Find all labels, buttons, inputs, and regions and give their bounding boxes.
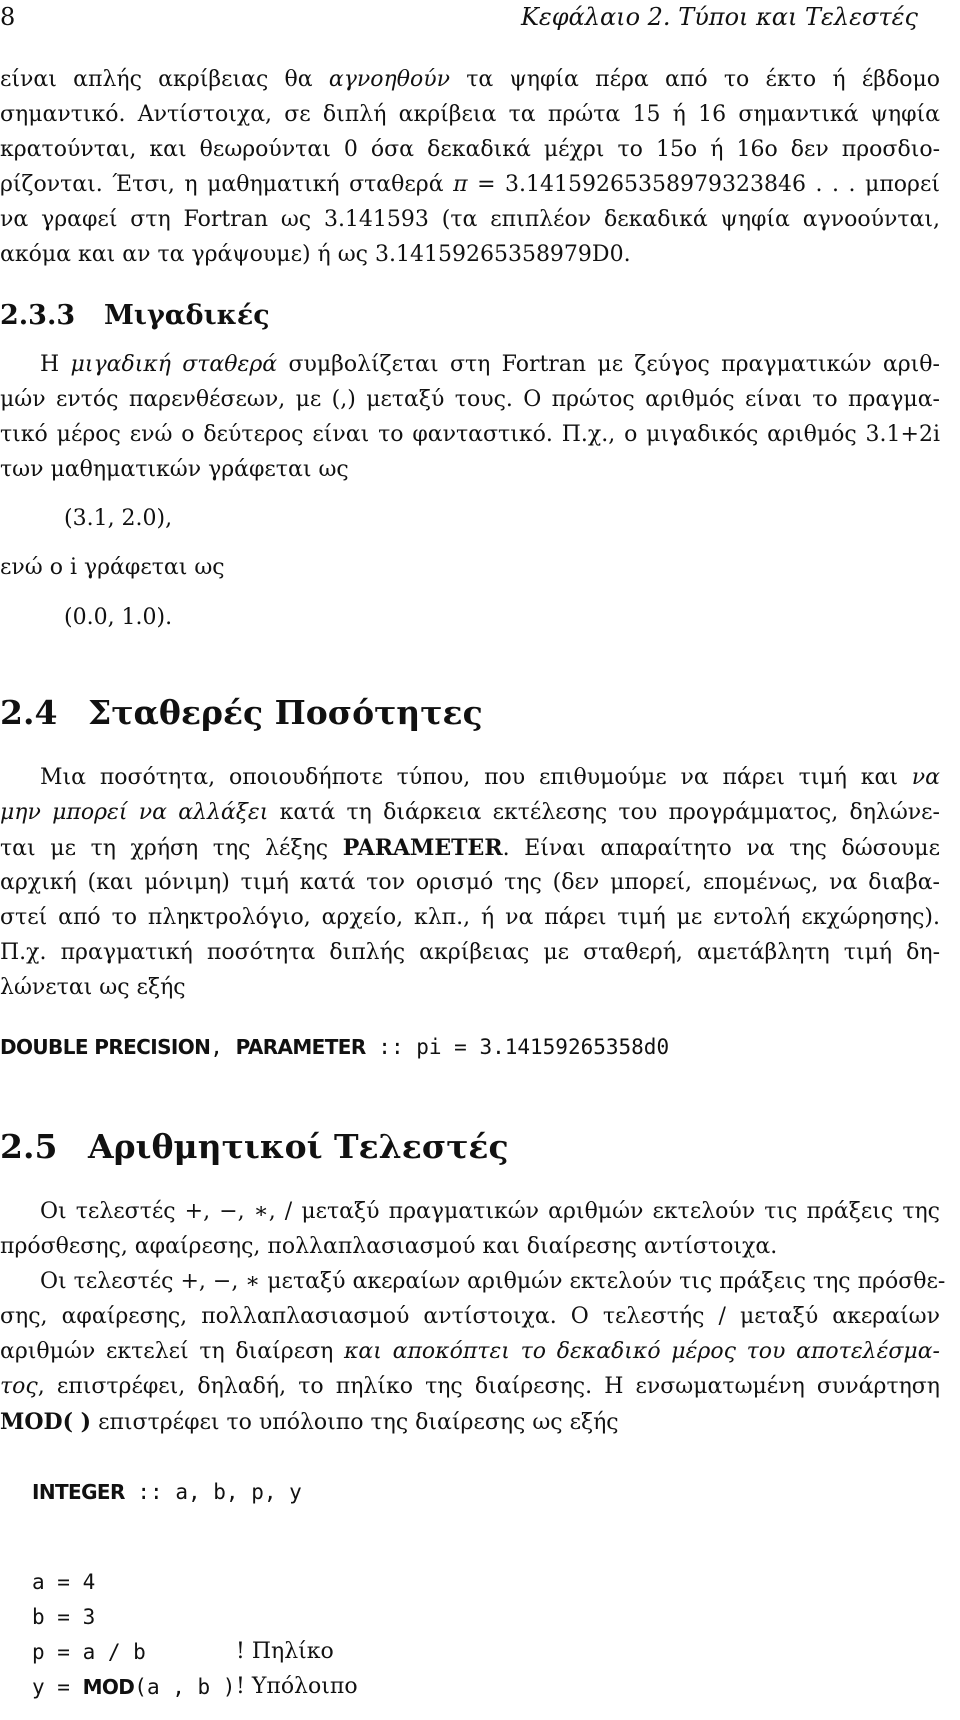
paragraph-line: MOD( ) επιστρέφει το υπόλοιπο της διαίρεσης ως εξής: [0, 1409, 619, 1435]
section-number: 2.4: [0, 693, 58, 732]
paragraph-line: Μια ποσότητα, οποιουδήποτε τύπου, που επιθυμούμε να πάρει τιμή και να: [40, 765, 940, 790]
code-line: b = 3: [32, 1605, 96, 1629]
paragraph-line: πρόσθεσης, αφαίρεσης, πολλαπλασιασμού και διαίρεσης αντίστοιχα.: [0, 1234, 778, 1259]
subsection-heading: [0, 300, 270, 331]
section-heading: [0, 693, 483, 732]
paragraph-line: κρατούνται, και θεωρούνται 0 όσα δεκαδικά μέχρι το 15ο ή 16ο δεν προσδιο-: [0, 137, 940, 162]
paragraph-line: τος, επιστρέφει, δηλαδή, το πηλίκο της διαίρεσης. Η ενσωματωμένη συνάρτηση: [0, 1374, 940, 1399]
display-equation: (0.0, 1.0).: [64, 605, 173, 630]
paragraph-line: αρχική (και μόνιμη) τιμή κατά τον ορισμό της (δεν μπορεί, επομένως, να διαβα-: [0, 870, 940, 895]
section-heading: [0, 1127, 509, 1166]
paragraph-line: μην μπορεί να αλλάξει κατά τη διάρκεια εκτέλεσης του προγράμματος, δηλώνε-: [0, 800, 940, 825]
code-line: INTEGER :: a, b, p, y: [32, 1480, 302, 1504]
section-title: Σταθερές Ποσότητες: [88, 693, 483, 732]
paragraph-line: ενώ ο i γράφεται ως: [0, 555, 225, 580]
code-line: a = 4: [32, 1570, 96, 1594]
paragraph-line: λώνεται ως εξής: [0, 975, 186, 1000]
code-line: DOUBLE PRECISION, PARAMETER :: pi = 3.14159265358d0: [0, 1035, 670, 1059]
code-line: p = a / b ! Πηλίκο: [32, 1637, 932, 1668]
section-number: 2.5: [0, 1127, 58, 1166]
page-header: [0, 2, 940, 32]
subsection-number: 2.3.3: [0, 300, 76, 331]
paragraph-line: σης, αφαίρεσης, πολλαπλασιασμού αντίστοιχα. Ο τελεστής / μεταξύ ακεραίων: [0, 1304, 940, 1329]
paragraph-line: Η μιγαδική σταθερά συμβολίζεται στη Fortran με ζεύγος πραγματικών αριθ-: [40, 352, 940, 377]
paragraph-line: των μαθηματικών γράφεται ως: [0, 457, 349, 482]
code-comment: ! Υπόλοιπο: [236, 1674, 358, 1699]
paragraph-line: τικό μέρος ενώ ο δεύτερος είναι το φανταστικό. Π.χ., ο μιγαδικός αριθμός 3.1+2i: [0, 422, 940, 447]
display-equation: (3.1, 2.0),: [64, 506, 173, 531]
section-title: Αριθμητικοί Τελεστές: [88, 1127, 509, 1166]
paragraph-line: ακόμα και αν τα γράψουμε) ή ως 3.14159265358979D0.: [0, 242, 631, 267]
subsection-title: Μιγαδικές: [104, 300, 270, 331]
running-chapter-title: Κεφάλαιο 2. Τύποι και Τελεστές: [520, 3, 918, 31]
paragraph-line: Οι τελεστές +, −, ∗ μεταξύ ακεραίων αριθμών εκτελούν τις πράξεις της πρόσθε-: [40, 1269, 946, 1294]
paragraph-line: στεί από το πληκτρολόγιο, αρχείο, κλπ., ή να πάρει τιμή με εντολή εκχώρησης).: [0, 905, 940, 930]
paragraph-line: Π.χ. πραγματική ποσότητα διπλής ακρίβειας με σταθερή, αμετάβλητη τιμή δη-: [0, 940, 940, 965]
code-line: y = MOD(a , b ) ! Υπόλοιπο: [32, 1672, 932, 1703]
paragraph-line: να γραφεί στη Fortran ως 3.141593 (τα επιπλέον δεκαδικά ψηφία αγνοούνται,: [0, 207, 940, 232]
paragraph-line: ται με τη χρήση της λέξης PARAMETER. Είναι απαραίτητο να της δώσουμε: [0, 835, 941, 861]
paragraph-line: σημαντικό. Αντίστοιχα, σε διπλή ακρίβεια τα πρώτα 15 ή 16 σημαντικά ψηφία: [0, 102, 940, 127]
paragraph-line: μών εντός παρενθέσεων, με (,) μεταξύ τους. Ο πρώτος αριθμός είναι το πραγμα-: [0, 387, 940, 412]
paragraph-line: Οι τελεστές +, −, ∗, / μεταξύ πραγματικών αριθμών εκτελούν τις πράξεις της: [40, 1199, 940, 1224]
paragraph-line: ρίζονται. Έτσι, η μαθηματική σταθερά π = 3.14159265358979323846 . . . μπορεί: [0, 172, 940, 197]
page-number: 8: [0, 3, 16, 31]
paragraph-line: αριθμών εκτελεί τη διαίρεση και αποκόπτει το δεκαδικό μέρος του αποτελέσμα-: [0, 1339, 940, 1364]
paragraph-line: είναι απλής ακρίβειας θα αγνοηθούν τα ψηφία πέρα από το έκτο ή έβδομο: [0, 67, 940, 92]
code-comment: ! Πηλίκο: [236, 1639, 334, 1664]
